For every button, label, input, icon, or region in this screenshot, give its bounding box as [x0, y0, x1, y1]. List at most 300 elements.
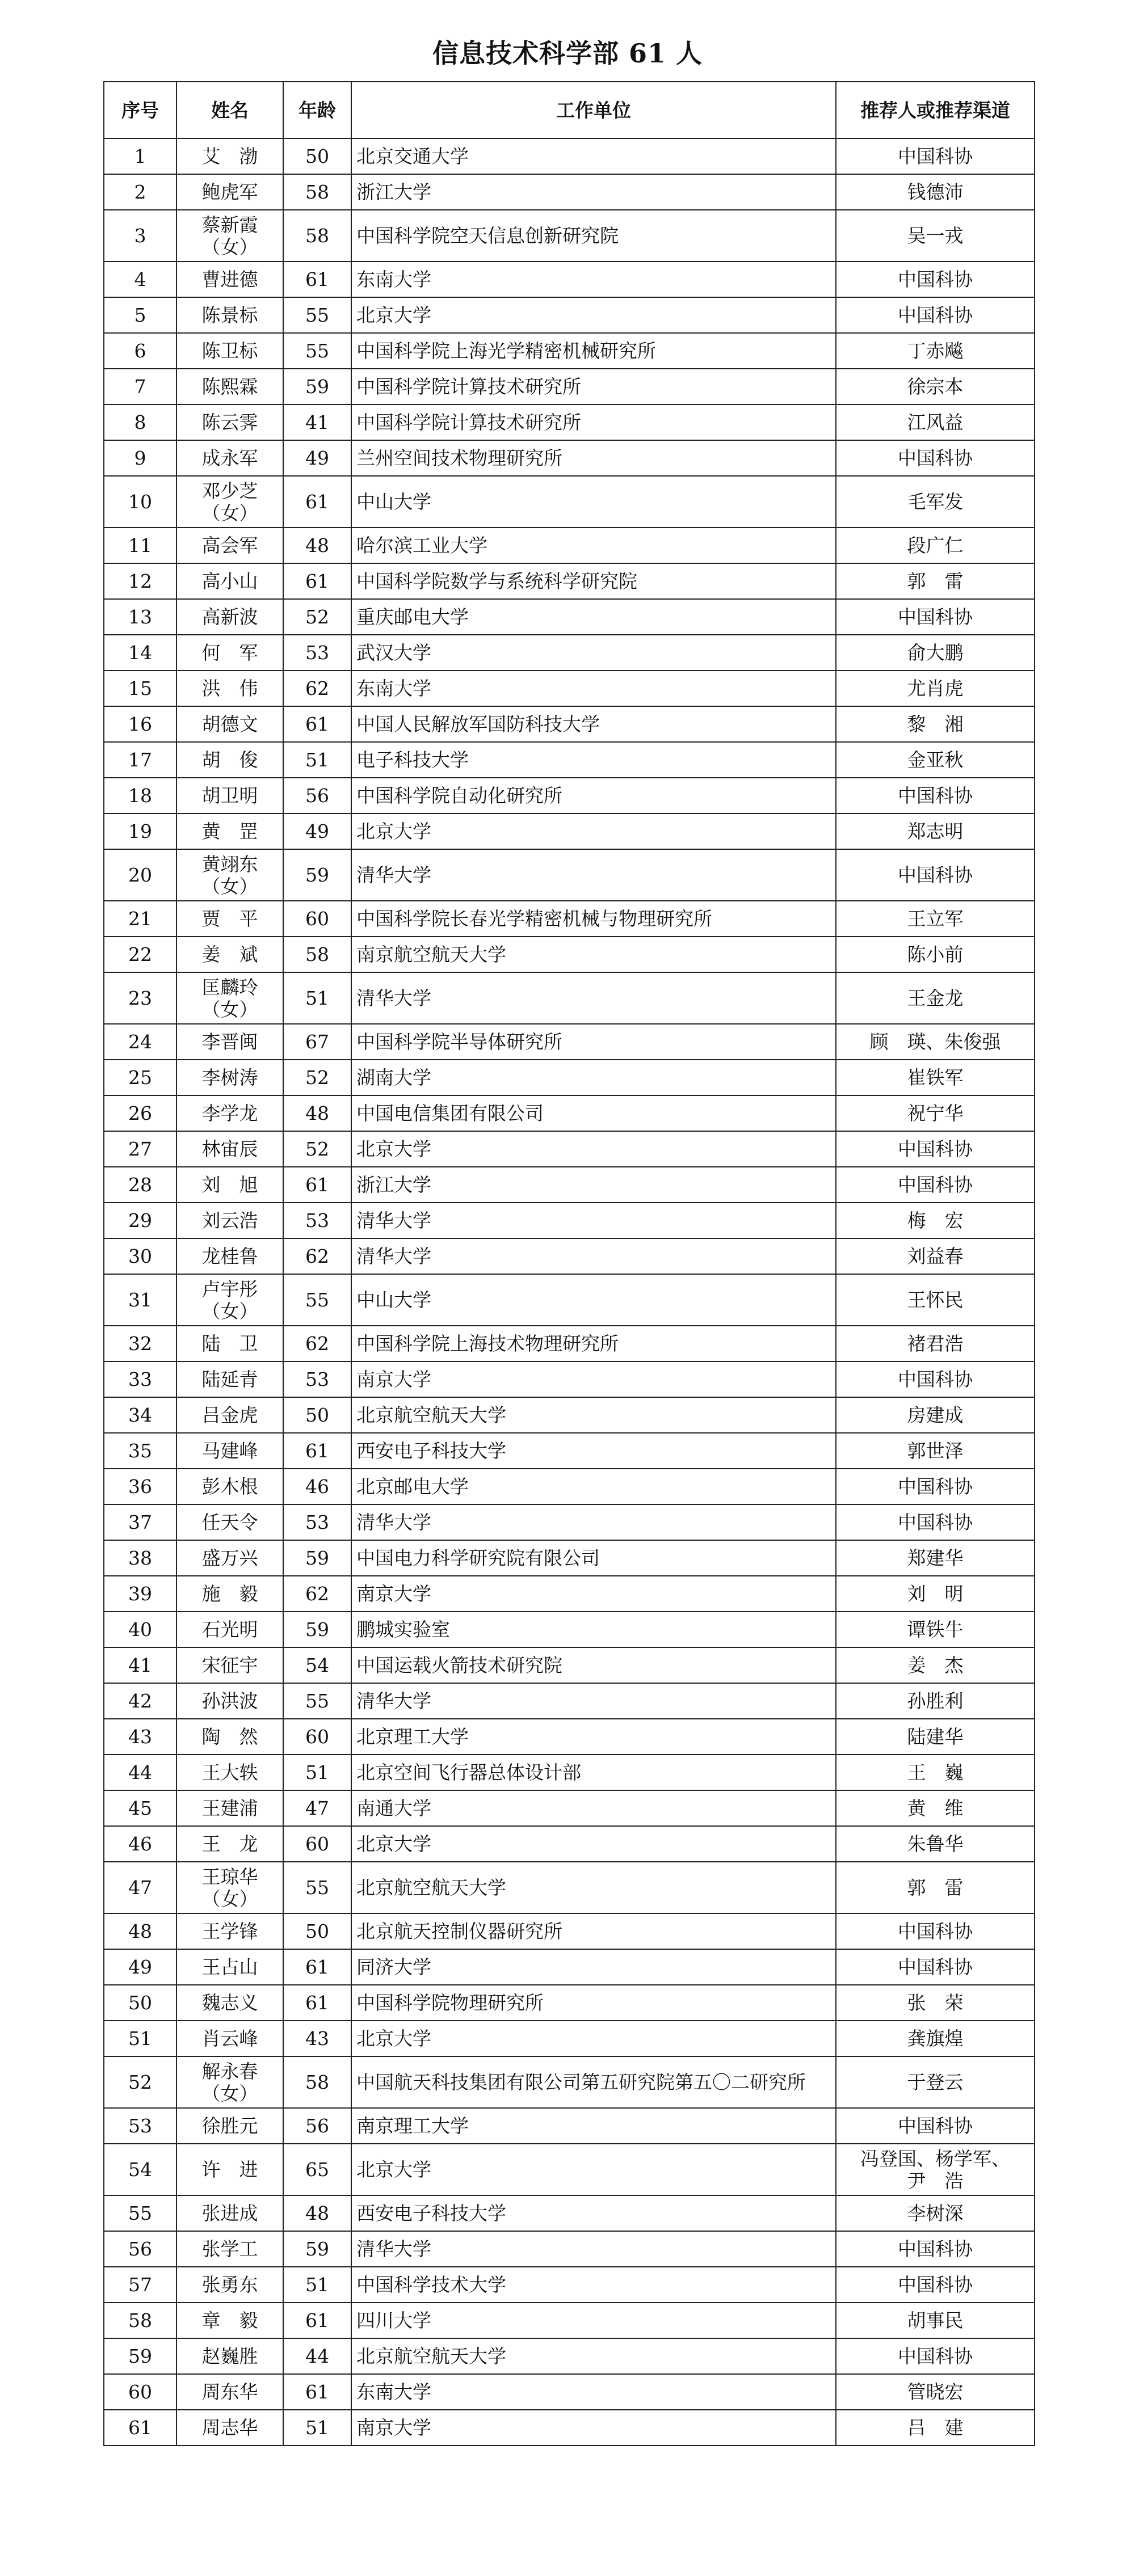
cell-age: [283, 476, 351, 528]
cell-unit-text: 中山大学: [356, 1289, 431, 1311]
cell-age: [283, 1755, 351, 1790]
table-row: [104, 1326, 1035, 1361]
cell-no-text: 61: [128, 2417, 152, 2439]
cell-name-text: （女）: [201, 501, 258, 524]
cell-age: [283, 2231, 351, 2267]
cell-age-text: 65: [305, 2158, 329, 2181]
cell-name: [176, 813, 283, 849]
cell-age-text: 58: [305, 181, 329, 203]
cell-recommender: [836, 262, 1035, 297]
table-row: [104, 1913, 1035, 1949]
cell-recommender-text: 刘 明: [907, 1583, 964, 1605]
cell-unit: [351, 2303, 836, 2338]
cell-age-text: 58: [305, 225, 329, 247]
cell-age-text: 50: [305, 1920, 329, 1942]
cell-unit: [351, 635, 836, 671]
cell-no-text: 11: [128, 534, 152, 556]
cell-age: [283, 1238, 351, 1274]
cell-unit: [351, 706, 836, 742]
cell-name-text: 张进成: [201, 2202, 258, 2224]
cell-name-text: 陈云霁: [201, 411, 258, 433]
cell-recommender-text: 徐宗本: [907, 376, 964, 398]
cell-recommender-text: 刘益春: [907, 1245, 964, 1267]
cell-recommender-text: 中国科协: [898, 1475, 973, 1498]
cell-no: [104, 2374, 176, 2410]
cell-recommender-text: 中国科协: [898, 2274, 973, 2296]
cell-age-text: 61: [305, 1440, 329, 1462]
cell-unit-text: 北京空间飞行器总体设计部: [356, 1761, 581, 1784]
table-row: [104, 333, 1035, 369]
cell-recommender-text: 王 巍: [907, 1761, 964, 1784]
cell-no: [104, 1361, 176, 1397]
cell-recommender: [836, 706, 1035, 742]
cell-unit: [351, 901, 836, 937]
cell-recommender: [836, 1361, 1035, 1397]
table-row: [104, 778, 1035, 813]
cell-name: [176, 1433, 283, 1469]
table-row: [104, 1361, 1035, 1397]
cell-unit: [351, 2108, 836, 2144]
table-row: [104, 2144, 1035, 2195]
cell-unit-text: 重庆邮电大学: [356, 606, 469, 628]
cell-recommender-text: 中国科协: [898, 1920, 973, 1942]
cell-no: [104, 1167, 176, 1203]
cell-no-text: 18: [128, 785, 152, 807]
table-row: [104, 2021, 1035, 2056]
cell-age: [283, 937, 351, 972]
cell-age: [283, 813, 351, 849]
cell-age-text: 61: [305, 1992, 329, 2014]
cell-no: [104, 2108, 176, 2144]
cell-no-text: 30: [128, 1245, 152, 1267]
cell-no: [104, 1504, 176, 1540]
cell-recommender: [836, 1397, 1035, 1433]
cell-no: [104, 1274, 176, 1326]
cell-unit: [351, 2056, 836, 2108]
cell-unit-text: 湖南大学: [356, 1066, 431, 1089]
cell-name-text: 曹进德: [201, 268, 258, 290]
cell-unit-text: 北京航空航天大学: [356, 2345, 506, 2367]
cell-no-text: 16: [128, 713, 152, 735]
cell-no-text: 2: [134, 181, 146, 203]
cell-recommender-text: 顾 瑛、朱俊强: [869, 1031, 1001, 1053]
cell-name-text: 陈熙霖: [201, 376, 258, 398]
cell-no-text: 43: [128, 1726, 152, 1748]
cell-recommender-text: 祝宁华: [907, 1102, 964, 1124]
cell-no-text: 24: [128, 1031, 152, 1053]
cell-unit-text: 清华大学: [356, 987, 431, 1009]
table-row: [104, 1985, 1035, 2021]
table-row: [104, 2303, 1035, 2338]
cell-recommender-text: 丁赤飚: [907, 340, 964, 362]
cell-age: [283, 1504, 351, 1540]
cell-no: [104, 1024, 176, 1060]
cell-name: [176, 1024, 283, 1060]
table-row: [104, 742, 1035, 778]
cell-age: [283, 742, 351, 778]
cell-no-text: 49: [128, 1956, 152, 1978]
cell-recommender: [836, 2195, 1035, 2231]
cell-name: [176, 1060, 283, 1095]
cell-recommender: [836, 1274, 1035, 1326]
cell-age: [283, 706, 351, 742]
table-body: [104, 138, 1035, 2446]
cell-name-text: 黄翊东: [201, 853, 258, 875]
cell-unit-text: 中国电信集团有限公司: [356, 1102, 544, 1124]
cell-name-text: 洪 伟: [201, 677, 258, 699]
cell-unit-text: 浙江大学: [356, 181, 431, 203]
cell-age-text: 51: [305, 1761, 329, 1784]
cell-recommender: [836, 404, 1035, 440]
cell-no: [104, 1683, 176, 1719]
cell-unit: [351, 1131, 836, 1167]
cell-name-text: 任天令: [201, 1511, 258, 1533]
cell-unit: [351, 1095, 836, 1131]
cell-unit: [351, 2231, 836, 2267]
cell-age-text: 47: [305, 1797, 329, 1819]
cell-age: [283, 174, 351, 210]
cell-recommender: [836, 1433, 1035, 1469]
cell-age-text: 59: [305, 2238, 329, 2260]
cell-no-text: 60: [128, 2381, 152, 2403]
cell-no-text: 41: [128, 1654, 152, 1676]
cell-no: [104, 1540, 176, 1576]
cell-recommender-text: 郭世泽: [907, 1440, 964, 1462]
cell-no: [104, 1862, 176, 1913]
cell-name-text: （女）: [201, 235, 258, 258]
cell-recommender: [836, 333, 1035, 369]
cell-age: [283, 2056, 351, 2108]
cell-no: [104, 476, 176, 528]
cell-unit-text: 中国科学院长春光学精密机械与物理研究所: [356, 908, 712, 930]
cell-recommender: [836, 1576, 1035, 1612]
cell-no-text: 36: [128, 1475, 152, 1498]
cell-recommender: [836, 1949, 1035, 1985]
cell-name-text: 匡麟玲: [201, 976, 258, 998]
cell-name-text: 王建浦: [201, 1797, 258, 1819]
cell-no: [104, 2231, 176, 2267]
cell-recommender-text: 中国科协: [898, 606, 973, 628]
table-row: [104, 706, 1035, 742]
cell-unit-text: 南京航空航天大学: [356, 943, 506, 966]
cell-recommender-text: 中国科协: [898, 145, 973, 167]
cell-age: [283, 2374, 351, 2410]
cell-name: [176, 1540, 283, 1576]
cell-no: [104, 1647, 176, 1683]
cell-recommender-text: 黄 维: [907, 1797, 964, 1819]
cell-recommender: [836, 297, 1035, 333]
cell-name: [176, 1755, 283, 1790]
cell-unit: [351, 138, 836, 174]
table-row: [104, 2231, 1035, 2267]
cell-name: [176, 440, 283, 476]
cell-recommender: [836, 440, 1035, 476]
cell-recommender: [836, 2267, 1035, 2303]
cell-age: [283, 1862, 351, 1913]
cell-age-text: 48: [305, 534, 329, 556]
cell-name: [176, 297, 283, 333]
cell-name-text: 李学龙: [201, 1102, 258, 1124]
cell-name: [176, 599, 283, 635]
cell-recommender: [836, 2056, 1035, 2108]
cell-name: [176, 2410, 283, 2446]
cell-no: [104, 563, 176, 599]
cell-recommender: [836, 972, 1035, 1024]
header-age: 年龄: [283, 82, 351, 138]
cell-unit: [351, 1612, 836, 1647]
cell-no-text: 37: [128, 1511, 152, 1533]
cell-name-text: 王大轶: [201, 1761, 258, 1784]
cell-name: [176, 138, 283, 174]
cell-no: [104, 1203, 176, 1238]
cell-name: [176, 369, 283, 404]
cell-recommender-text: 冯登国、杨学军、: [860, 2147, 1010, 2170]
cell-recommender: [836, 369, 1035, 404]
cell-no: [104, 813, 176, 849]
cell-unit-text: 中国科学技术大学: [356, 2274, 506, 2296]
cell-age: [283, 1060, 351, 1095]
cell-unit-text: 北京大学: [356, 2027, 431, 2050]
cell-recommender: [836, 1024, 1035, 1060]
table-row: [104, 404, 1035, 440]
cell-age: [283, 297, 351, 333]
cell-name: [176, 563, 283, 599]
table-row: [104, 2410, 1035, 2446]
cell-age: [283, 404, 351, 440]
cell-no-text: 14: [128, 642, 152, 664]
cell-recommender-text: 王立军: [907, 908, 964, 930]
cell-no-text: 26: [128, 1102, 152, 1124]
cell-name: [176, 1719, 283, 1755]
cell-recommender-text: 褚君浩: [907, 1333, 964, 1355]
table-row: [104, 138, 1035, 174]
cell-unit: [351, 1274, 836, 1326]
cell-name: [176, 404, 283, 440]
cell-name: [176, 778, 283, 813]
table-row: [104, 297, 1035, 333]
cell-age: [283, 2144, 351, 2195]
cell-recommender-text: 中国科协: [898, 1174, 973, 1196]
cell-recommender: [836, 1131, 1035, 1167]
cell-age-text: 59: [305, 376, 329, 398]
cell-name-text: 魏志义: [201, 1992, 258, 2014]
cell-unit-text: 中国科学院半导体研究所: [356, 1031, 562, 1053]
cell-name-text: 陈景标: [201, 304, 258, 326]
cell-age-text: 61: [305, 570, 329, 592]
table-row: [104, 1433, 1035, 1469]
cell-name-text: 解永春: [201, 2060, 258, 2082]
cell-no-text: 12: [128, 570, 152, 592]
cell-recommender: [836, 1755, 1035, 1790]
cell-name: [176, 706, 283, 742]
page-title: 信息技术科学部 61 人: [432, 38, 703, 69]
table-row: [104, 972, 1035, 1024]
cell-recommender: [836, 210, 1035, 262]
cell-name: [176, 528, 283, 563]
cell-no: [104, 528, 176, 563]
cell-no-text: 17: [128, 749, 152, 771]
cell-name-text: 高会军: [201, 534, 258, 556]
cell-unit: [351, 1647, 836, 1683]
cell-no-text: 19: [128, 820, 152, 842]
cell-age-text: 61: [305, 1174, 329, 1196]
cell-age: [283, 440, 351, 476]
cell-name: [176, 2144, 283, 2195]
cell-no-text: 38: [128, 1547, 152, 1569]
header-recommender: 推荐人或推荐渠道: [836, 82, 1035, 138]
cell-unit: [351, 262, 836, 297]
cell-age: [283, 849, 351, 901]
cell-no: [104, 1790, 176, 1826]
cell-unit: [351, 1024, 836, 1060]
cell-recommender-text: 朱鲁华: [907, 1833, 964, 1855]
cell-age: [283, 1024, 351, 1060]
cell-name: [176, 742, 283, 778]
cell-unit: [351, 333, 836, 369]
cell-unit: [351, 2267, 836, 2303]
cell-unit-text: 西安电子科技大学: [356, 1440, 506, 1462]
cell-no-text: 21: [128, 908, 152, 930]
cell-recommender-text: 李树深: [907, 2202, 964, 2224]
cell-age-text: 55: [305, 1289, 329, 1311]
table-row: [104, 635, 1035, 671]
cell-name: [176, 901, 283, 937]
cell-name-text: 陆 卫: [201, 1333, 258, 1355]
table-row: [104, 2338, 1035, 2374]
cell-unit: [351, 2374, 836, 2410]
cell-unit: [351, 599, 836, 635]
cell-unit-text: 中国科学院计算技术研究所: [356, 411, 581, 433]
cell-no-text: 5: [134, 304, 146, 326]
cell-recommender-text: 姜 杰: [907, 1654, 964, 1676]
cell-no-text: 8: [134, 411, 146, 433]
cell-no-text: 39: [128, 1583, 152, 1605]
cell-name: [176, 1862, 283, 1913]
cell-name: [176, 1131, 283, 1167]
cell-unit-text: 四川大学: [356, 2309, 431, 2332]
cell-name-text: 胡德文: [201, 713, 258, 735]
cell-recommender-text: 黎 湘: [907, 713, 964, 735]
table-row: [104, 1060, 1035, 1095]
cell-age-text: 60: [305, 1833, 329, 1855]
cell-age: [283, 262, 351, 297]
cell-no: [104, 849, 176, 901]
cell-no: [104, 901, 176, 937]
cell-recommender-text: 中国科协: [898, 2115, 973, 2137]
cell-age-text: 49: [305, 447, 329, 469]
cell-recommender: [836, 1683, 1035, 1719]
header-no: 序号: [104, 82, 176, 138]
cell-unit-text: 中国科学院上海光学精密机械研究所: [356, 340, 656, 362]
cell-no: [104, 369, 176, 404]
cell-recommender: [836, 2231, 1035, 2267]
cell-no-text: 22: [128, 943, 152, 966]
table-row: [104, 813, 1035, 849]
cell-unit-text: 中国电力科学研究院有限公司: [356, 1547, 600, 1569]
cell-no: [104, 1469, 176, 1504]
cell-name: [176, 849, 283, 901]
cell-unit: [351, 2021, 836, 2056]
table-row: [104, 849, 1035, 901]
table-row: [104, 1469, 1035, 1504]
cell-recommender-text: 郭 雷: [907, 1877, 964, 1899]
cell-unit: [351, 1504, 836, 1540]
cell-age: [283, 778, 351, 813]
cell-recommender: [836, 1612, 1035, 1647]
cell-no: [104, 2144, 176, 2195]
cell-no-text: 6: [134, 340, 146, 362]
cell-age-text: 59: [305, 1618, 329, 1641]
cell-name-text: 何 军: [201, 642, 258, 664]
cell-age-text: 46: [305, 1475, 329, 1498]
cell-recommender: [836, 1060, 1035, 1095]
cell-age-text: 49: [305, 820, 329, 842]
cell-recommender-text: 崔铁军: [907, 1066, 964, 1089]
cell-age: [283, 2108, 351, 2144]
cell-recommender: [836, 778, 1035, 813]
cell-unit: [351, 174, 836, 210]
table-row: [104, 671, 1035, 706]
cell-unit-text: 清华大学: [356, 1690, 431, 1712]
cell-unit: [351, 563, 836, 599]
cell-no: [104, 138, 176, 174]
cell-no: [104, 1095, 176, 1131]
cell-name: [176, 671, 283, 706]
cell-recommender: [836, 635, 1035, 671]
cell-no: [104, 1576, 176, 1612]
cell-age: [283, 1985, 351, 2021]
table-row: [104, 1576, 1035, 1612]
cell-no-text: 29: [128, 1209, 152, 1232]
cell-recommender: [836, 1647, 1035, 1683]
cell-no: [104, 1949, 176, 1985]
cell-age-text: 61: [305, 491, 329, 513]
cell-age-text: 51: [305, 987, 329, 1009]
cell-name: [176, 2056, 283, 2108]
cell-age-text: 53: [305, 1511, 329, 1533]
cell-no: [104, 1433, 176, 1469]
cell-name: [176, 333, 283, 369]
cell-name-text: 肖云峰: [201, 2027, 258, 2050]
cell-name-text: 盛万兴: [201, 1547, 258, 1569]
cell-recommender-text: 中国科协: [898, 2345, 973, 2367]
table-row: [104, 1024, 1035, 1060]
table-row: [104, 1397, 1035, 1433]
cell-recommender: [836, 1167, 1035, 1203]
cell-name: [176, 972, 283, 1024]
cell-unit-text: 北京大学: [356, 820, 431, 842]
cell-recommender-text: 龚旗煌: [907, 2027, 964, 2050]
cell-unit-text: 北京航空航天大学: [356, 1877, 506, 1899]
cell-name: [176, 937, 283, 972]
cell-unit-text: 北京大学: [356, 1138, 431, 1160]
cell-unit-text: 东南大学: [356, 268, 431, 290]
cell-no-text: 51: [128, 2027, 152, 2050]
cell-name: [176, 1361, 283, 1397]
cell-name-text: 龙桂鲁: [201, 1245, 258, 1267]
cell-unit: [351, 742, 836, 778]
cell-age-text: 55: [305, 1690, 329, 1712]
cell-unit: [351, 1913, 836, 1949]
cell-unit-text: 北京航空航天大学: [356, 1404, 506, 1426]
cell-name: [176, 2303, 283, 2338]
cell-recommender: [836, 813, 1035, 849]
cell-name-text: 高小山: [201, 570, 258, 592]
cell-no-text: 28: [128, 1174, 152, 1196]
cell-recommender: [836, 849, 1035, 901]
cell-recommender: [836, 1790, 1035, 1826]
cell-unit: [351, 297, 836, 333]
